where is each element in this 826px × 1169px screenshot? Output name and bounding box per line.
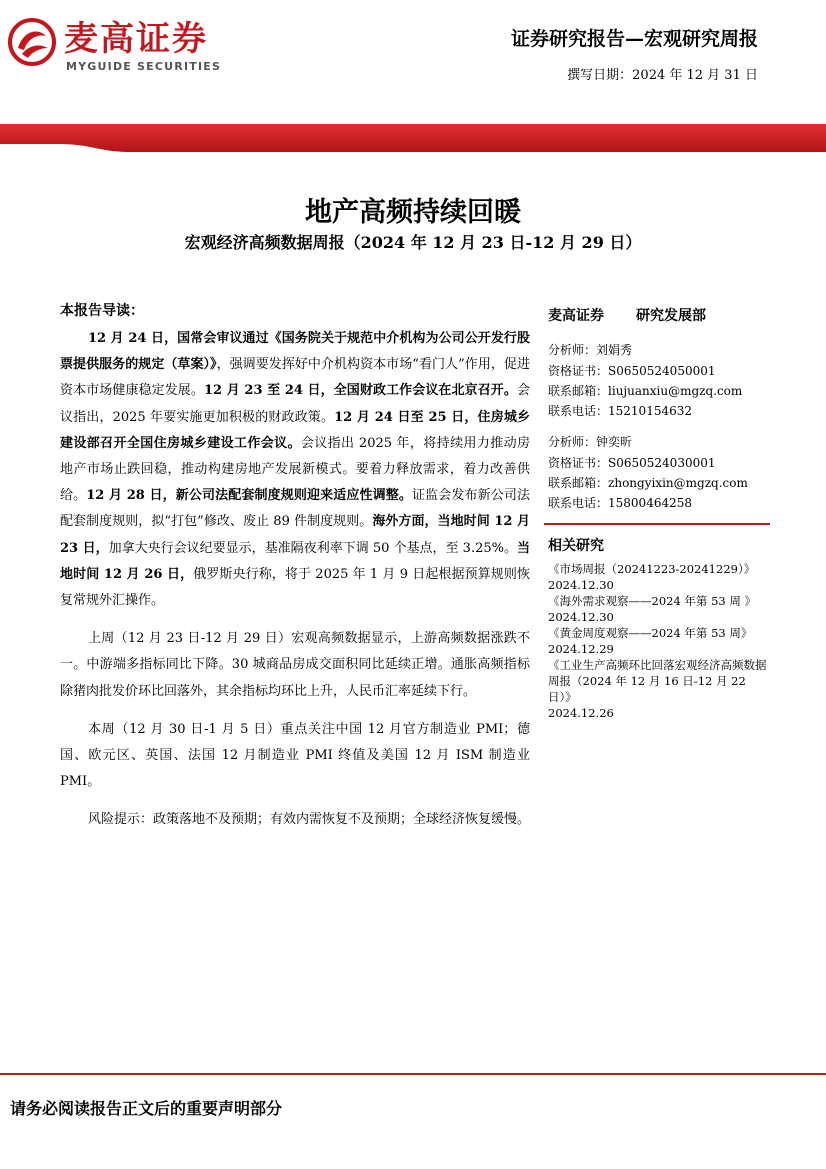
company-logo-icon	[8, 18, 56, 66]
date-label: 撰写日期：	[567, 68, 633, 83]
section-divider	[544, 523, 770, 525]
email-label: 联系邮箱：	[548, 384, 609, 398]
page-subtitle: 宏观经济高频数据周报（2024 年 12 月 23 日-12 月 29 日）	[184, 233, 642, 252]
cert-label: 资格证书：	[548, 456, 609, 470]
analyst-name: 刘娟秀	[596, 343, 633, 357]
page-title: 地产高频持续回暖	[305, 197, 521, 228]
guide-paragraph-2: 上周（12 月 23 日-12 月 29 日）宏观高频数据显示，上游高频数据涨跌不一。中游端多指标同比下降。30 城商品房成交面积同比延续正增。通胀高频指标除猪肉批发价环比回落外，其余指标均环比上升，人民币汇率延续下行。	[60, 631, 530, 699]
email-link[interactable]: zhongyixin@mgzq.com	[608, 476, 748, 490]
related-research-item-date: 2024.12.30	[548, 610, 614, 624]
sidebar	[548, 305, 770, 721]
related-research-list	[548, 561, 770, 721]
body-text: 俄罗斯央行称，将于 2025 年 1 月 9 日起根据预算规则恢复常规外汇操作。	[60, 566, 530, 609]
highlight-text: 12 月 24 日，国常会审议通过《国务院关于规范中介机构为公司公开发行股票提供服务的规定（草案）》	[60, 331, 530, 373]
logo-chinese-name: 麦高证券	[64, 19, 208, 59]
report-guide	[60, 300, 530, 846]
highlight-text: 海外方面，当地时间 12 月 23 日，	[60, 514, 530, 556]
related-research-item[interactable]	[548, 593, 770, 625]
cert-number: S0650524050001	[608, 364, 716, 378]
related-research-item-title: 《市场周报（20241223-20241229）》	[548, 562, 756, 576]
related-research-item[interactable]	[548, 657, 770, 721]
related-research-item[interactable]	[548, 625, 770, 657]
guide-paragraph-1	[60, 326, 530, 614]
guide-label: 本报告导读：	[60, 303, 144, 319]
firm-name: 麦高证券	[548, 308, 604, 324]
highlight-text: 12 月 28 日，新公司法配套制度规则迎来适应性调整。	[86, 488, 412, 504]
analyst-name: 钟奕昕	[596, 435, 633, 449]
guide-paragraph-3: 本周（12 月 30 日-1 月 5 日）重点关注中国 12 月官方制造业 PMI；德国、欧元区、英国、法国 12 月制造业 PMI 终值及美国 12 月 ISM 制造业 PMI。	[60, 721, 530, 790]
phone-number: 15210154632	[608, 404, 692, 418]
related-research-item-date: 2024.12.26	[548, 706, 614, 720]
risk-warning: 风险提示：政策落地不及预期；有效内需恢复不及预期；全球经济恢复缓慢。	[88, 812, 531, 828]
body-text: 证监会发布新公司法配套制度规则，拟“打包”修改、废止 89 件制度规则。	[60, 488, 530, 530]
email-label: 联系邮箱：	[548, 476, 609, 490]
related-research-item-date: 2024.12.30	[548, 578, 614, 592]
date-value: 2024 年 12 月 31 日	[632, 68, 758, 83]
report-type: 证券研究报告—宏观研究周报	[510, 28, 758, 50]
header-band	[0, 124, 826, 152]
department-line	[548, 305, 770, 325]
related-research-item-title: 《工业生产高频环比回落宏观经济高频数据周报（2024 年 12 月 16 日-12 月 22 日）》	[548, 658, 767, 704]
highlight-text: 12 月 23 至 24 日，全国财政工作会议在北京召开。	[204, 383, 517, 399]
body-text: ，强调要发挥好中介机构资本市场“看门人”作用，促进资本市场健康稳定发展。	[60, 357, 530, 399]
phone-label: 联系电话：	[548, 404, 609, 418]
phone-label: 联系电话：	[548, 496, 609, 510]
body-text: 会议指出，2025 年要实施更加积极的财政政策。	[60, 383, 530, 425]
analyst-name-label: 分析师：	[548, 435, 597, 449]
related-research-item-date: 2024.12.29	[548, 642, 614, 656]
body-text: 加拿大央行会议纪要显示，基准隔夜利率下调 50 个基点，至 3.25%。	[108, 540, 517, 556]
footer-divider	[0, 1073, 826, 1075]
cert-number: S0650524030001	[608, 456, 716, 470]
cert-label: 资格证书：	[548, 364, 609, 378]
analyst-card	[548, 339, 770, 421]
related-research-item[interactable]	[548, 561, 770, 593]
related-research-item-title: 《黄金周度观察——2024 年第 53 周》	[548, 626, 753, 640]
body-text: 会议指出 2025 年，将持续用力推动房地产市场止跌回稳，推动构建房地产发展新模式。要着力释放需求，着力改善供给。	[60, 435, 530, 504]
phone-number: 15800464258	[608, 496, 692, 510]
report-date	[567, 64, 758, 83]
related-research-title: 相关研究	[548, 538, 604, 554]
highlight-text: 当地时间 12 月 26 日，	[60, 540, 530, 582]
highlight-text: 12 月 24 日至 25 日，住房城乡建设部召开全国住房城乡建设工作会议。	[60, 409, 531, 451]
logo-english-name: MYGUIDE SECURITIES	[66, 60, 222, 73]
email-link[interactable]: liujuanxiu@mgzq.com	[608, 384, 743, 398]
footer-notice: 请务必阅读报告正文后的重要声明部分	[10, 1099, 283, 1118]
department-name: 研究发展部	[636, 308, 706, 324]
related-research-item-title: 《海外需求观察——2024 年第 53 周 》	[548, 594, 757, 608]
analyst-card	[548, 431, 770, 513]
analyst-name-label: 分析师：	[548, 343, 597, 357]
